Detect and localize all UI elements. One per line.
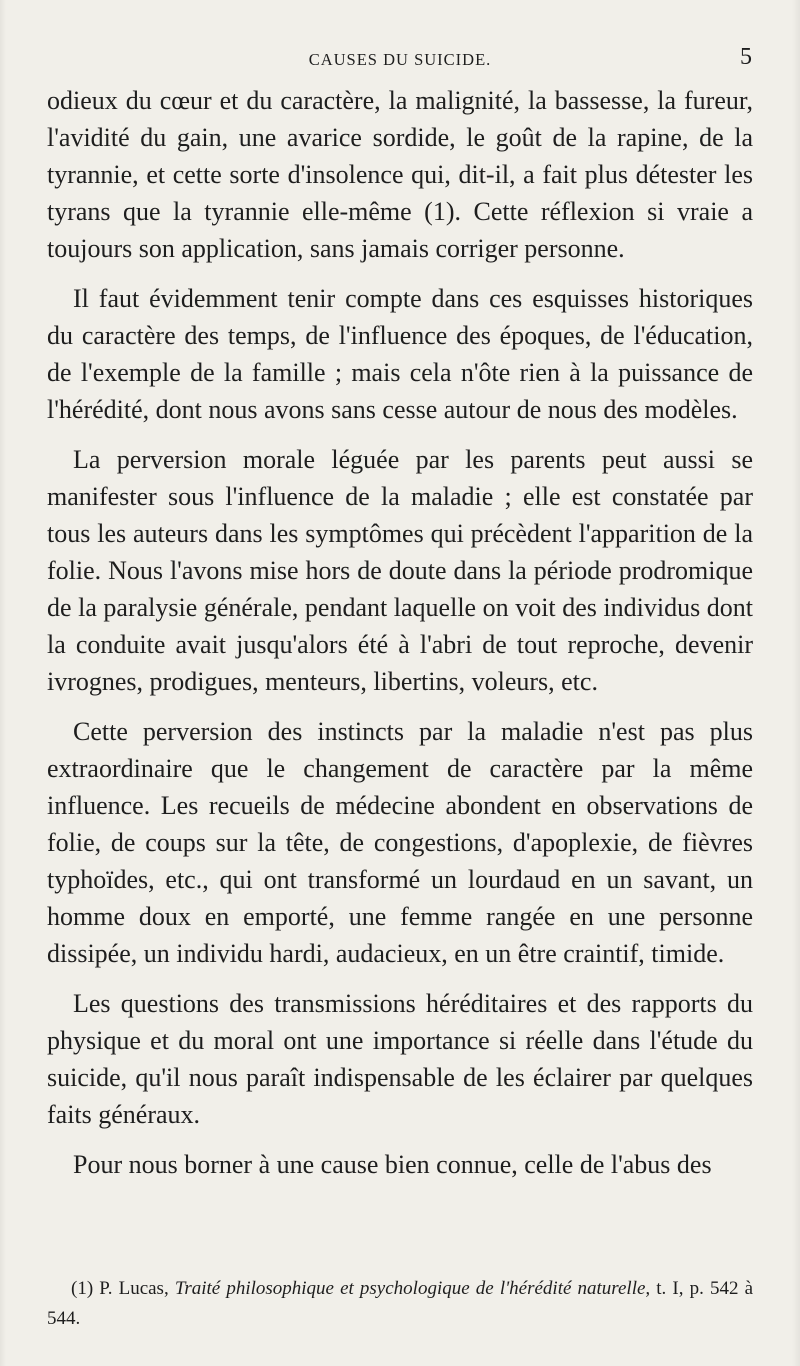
paragraph: La perversion morale léguée par les parents peut aussi se manifester sous l'influence de la maladie ; elle est constatée par tous les auteurs dans les symptômes qui précèdent l'apparition de la folie. Nous l'avons mise hors de doute dans la période prodromique de la paralysie générale, pendant laquelle on voit des individus dont la conduite avait jusqu'alors été à l'abri de tout reproche, devenir ivrognes, prodigues, menteurs, libertins, voleurs, etc. <box>47 445 753 696</box>
paragraph-continuation: odieux du cœur et du caractère, la malignité, la bassesse, la fureur, l'avidité du gain, une avarice sordide, le goût de la rapine, de la tyrannie, et cette sorte d'insolence qui, dit-il, a fait plus détester les tyrans que la tyrannie elle-même (1). Cette réflexion si vraie a toujours son application, sans jamais corriger personne. <box>47 86 753 263</box>
footnote-title: Traité philosophique et psychologique de l'hérédité naturelle, <box>174 1278 651 1299</box>
paragraph: Cette perversion des instincts par la maladie n'est pas plus extraordinaire que le changement de caractère par la même influence. Les recueils de médecine abondent en observations de folie, de coups sur la tête, de congestions, d'apoplexie, de fièvres typhoïdes, etc., qui ont transformé un lourdaud en un savant, un homme doux en emporté, une femme rangée en une personne dissipée, un individu hardi, audacieux, en un être craintif, timide. <box>47 717 753 968</box>
running-head <box>0 44 800 74</box>
footnote <box>47 1274 753 1334</box>
paragraph: Pour nous borner à une cause bien connue, celle de l'abus des <box>73 1150 712 1179</box>
footnote-mark: (1) <box>71 1278 94 1299</box>
footnote-reference: t. I, p. 542 à 544. <box>47 1278 754 1329</box>
running-title: CAUSES DU SUICIDE. <box>308 50 492 69</box>
body-text <box>47 82 753 1196</box>
paragraph: Les questions des transmissions héréditaires et des rapports du physique et du moral ont une importance si réelle dans l'étude du suicide, qu'il nous paraît indispensable de les éclairer par quelques faits généraux. <box>47 989 753 1129</box>
footnote-author: P. Lucas, <box>99 1278 169 1299</box>
page-number: 5 <box>740 44 752 70</box>
paragraph: Il faut évidemment tenir compte dans ces esquisses historiques du caractère des temps, de l'influence des époques, de l'éducation, de l'exemple de la famille ; mais cela n'ôte rien à la puissance de l'hérédité, dont nous avons sans cesse autour de nous des modèles. <box>47 284 753 424</box>
